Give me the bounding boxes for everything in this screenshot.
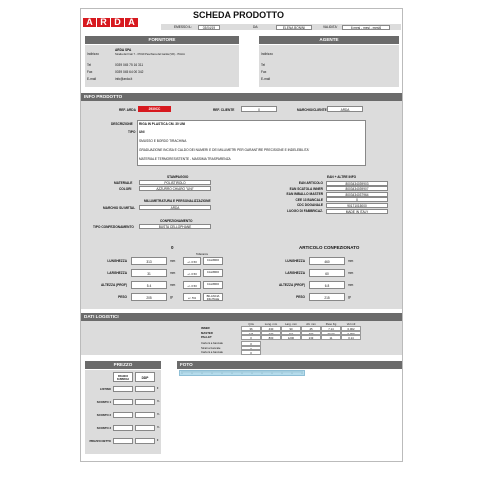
dim-label: LUNGHEZZA xyxy=(285,259,305,263)
logistici-col-header: Lung. mm xyxy=(264,322,278,326)
tipo-conf-field[interactable] xyxy=(139,224,211,229)
emesso-value: 03/04/19 xyxy=(202,25,216,30)
ean-label: EAN IMBALLO MASTER xyxy=(286,192,323,197)
franco-fabbrica-header xyxy=(113,372,133,382)
logistici-cell[interactable]: 90 xyxy=(281,326,301,331)
descrizione-value: RIGA IN PLASTICA CM. 30 UNI xyxy=(139,122,186,126)
emesso-label: EMESSO IL: xyxy=(174,25,193,29)
logo-letter: D xyxy=(111,18,124,27)
ean-value: 8003434039907 xyxy=(345,187,369,192)
ddp-header xyxy=(135,372,155,382)
logistici-cell[interactable]: 11 xyxy=(321,335,341,340)
logistici-col-header: Q.tà xyxy=(248,322,254,326)
logistici-cell[interactable]: 800 xyxy=(261,335,281,340)
validita-value: 6 mesi - mesi - mesi6 xyxy=(350,25,382,30)
prezzo-header xyxy=(85,361,161,369)
fornitore-fax: 0039 045 64 00 342 xyxy=(115,70,144,74)
marchio-value: ARDA xyxy=(340,108,350,112)
validita-field[interactable] xyxy=(342,25,390,30)
ruler-ticks-icon xyxy=(180,371,306,377)
price-label: PREZZO NETTO xyxy=(89,439,111,443)
dim-value: 313 xyxy=(146,260,152,264)
dati-logistici-header xyxy=(81,313,402,321)
dim-value-field[interactable] xyxy=(131,257,167,265)
logistici-cell[interactable]: 133 xyxy=(301,335,321,340)
price-symbol: % xyxy=(157,400,160,403)
materiale-field[interactable] xyxy=(139,180,211,185)
ean-value: 0 xyxy=(356,198,358,203)
ean-field[interactable] xyxy=(326,197,388,202)
price-field-ddp[interactable] xyxy=(135,425,155,431)
dim-value: 205 xyxy=(146,296,152,300)
price-field-ddp[interactable] xyxy=(135,386,155,392)
tipo-conf-value: BUSTA CELLOPHANE xyxy=(158,225,192,229)
dim-tol-field[interactable] xyxy=(183,269,201,277)
marchio-metal-value: ARDA xyxy=(170,206,180,210)
fornitore-tel: 0039 045 75 16 311 xyxy=(115,63,144,67)
fornitore-email-label: E-mail xyxy=(87,77,97,81)
materiale-label: MATERIALE xyxy=(114,181,133,185)
dim-tool: CALIBRO xyxy=(206,281,220,286)
millimetratura-title: MILLIMETRATURA E PERSONALIZZAZIONE xyxy=(144,199,211,203)
logistici-extra-label: Cartoni a bancale xyxy=(201,341,223,345)
logistici-row-label: MASTER xyxy=(201,330,213,335)
fornitore-tel-label: Tel xyxy=(87,63,92,67)
logistici-title: DATI LOGISTICI xyxy=(84,314,119,319)
fornitore-panel xyxy=(85,45,239,87)
da-label: DA: xyxy=(253,25,259,29)
dim-tool-field[interactable] xyxy=(203,257,223,265)
dim-tool: CALIBRO xyxy=(206,257,220,262)
price-label: LISTINO xyxy=(99,387,111,391)
dim-unit: gr xyxy=(170,295,173,299)
info-prodotto-header xyxy=(81,93,402,101)
logistici-col-header: Alt. mm xyxy=(306,322,316,326)
price-field-ff[interactable] xyxy=(113,399,133,405)
logistici-row-label: INNER xyxy=(201,326,210,330)
ean-title: EAN + ALTRE INFO xyxy=(327,175,357,179)
dim-value-field[interactable] xyxy=(309,257,345,265)
dim-value-field[interactable] xyxy=(131,269,167,277)
logo-letter: A xyxy=(83,18,96,27)
logistici-extra-cell[interactable]: 0 xyxy=(241,341,261,346)
dim-tool: BILANCIA DIGITALE xyxy=(206,293,220,301)
dim-value: 60 xyxy=(325,272,329,276)
price-symbol: % xyxy=(157,413,160,416)
dim-value: 215 xyxy=(324,296,330,300)
logistici-cell[interactable]: 430 xyxy=(261,326,281,331)
logistici-col-header: Larg. mm xyxy=(285,322,297,326)
ean-field[interactable] xyxy=(326,203,388,208)
price-field-ff[interactable] xyxy=(113,438,133,444)
feature-line: MATERIALE TERMORESISTENTE - MASSIMA TRASPARENZA xyxy=(139,157,231,161)
foto-header xyxy=(177,361,402,369)
logistici-extra-cell[interactable]: 0 xyxy=(241,346,261,351)
dim-label: ALTEZZA (PROF) xyxy=(278,283,305,287)
da-field[interactable] xyxy=(276,25,312,30)
dim-unit: mm xyxy=(170,259,176,263)
logistici-cell[interactable]: 110 xyxy=(281,331,301,336)
logistici-extra-label: Strati a bancale xyxy=(201,345,221,350)
dim-value: 460 xyxy=(324,260,330,264)
logistici-cell[interactable]: 0.14 xyxy=(341,335,361,340)
dim-tol-field[interactable] xyxy=(183,281,201,289)
dim-unit: mm xyxy=(348,259,354,263)
dim-value-field[interactable] xyxy=(309,281,345,289)
dim-tol: +/- 0.50 xyxy=(187,272,197,276)
ean-label: EAN SCATOLA INNER xyxy=(289,186,323,191)
stampaggio-title: STAMPAGGIO xyxy=(167,175,189,179)
marchio-metal-label: MARCHIO SU METAL xyxy=(103,206,136,210)
logistici-cell[interactable]: 0 xyxy=(241,335,261,340)
logistici-extra-label: Cartoni a bancale xyxy=(201,350,223,354)
logo-letter: R xyxy=(97,18,110,27)
confezionamento-title: CONFEZIONAMENTO xyxy=(160,219,193,223)
agente-fax-label: Fax xyxy=(261,70,267,74)
dim-value-field[interactable] xyxy=(131,281,167,289)
agente-title: AGENTE xyxy=(319,37,339,42)
price-label: SCONTO 2 xyxy=(96,413,111,417)
logistici-extra-cell[interactable]: 0 xyxy=(241,350,261,355)
price-label: SCONTO 3 xyxy=(96,426,111,430)
dim-label: LUNGHEZZA xyxy=(107,259,127,263)
ean-value: MADE IN ITALY xyxy=(345,209,369,214)
dim-value: 5.4 xyxy=(146,284,152,288)
ean-label: CDC DOGANALE xyxy=(296,203,323,208)
prezzo-title: PREZZO xyxy=(113,362,133,367)
dim-label: PESO xyxy=(118,295,127,299)
ean-field[interactable] xyxy=(326,181,388,186)
price-symbol: € xyxy=(157,439,159,442)
tolleranza-label: Tolleranza xyxy=(196,253,208,256)
arda-logo xyxy=(83,12,155,27)
materiale-value: POLISTIROLO xyxy=(164,181,186,185)
fornitore-address: Strada dei Frati 7 - 37019 Peschiera del Garda (VR) - ITALIA xyxy=(115,53,185,56)
price-symbol: € xyxy=(157,387,159,390)
dim-tol: +/- 5% xyxy=(187,296,197,300)
page-title: SCHEDA PRODOTTO xyxy=(193,10,285,20)
franco-fabbrica-label: FRANCO FABBRICA xyxy=(116,375,130,381)
logistici-cell[interactable]: 7.14 xyxy=(321,326,341,331)
price-field-ff[interactable] xyxy=(113,386,133,392)
ref-cliente-label: REF. CLIENTE xyxy=(213,108,235,112)
emesso-field[interactable] xyxy=(198,25,220,30)
dim-unit: gr xyxy=(348,295,351,299)
foto-title: FOTO xyxy=(180,362,193,367)
dim-unit: mm xyxy=(348,283,354,287)
dim-value: 6.8 xyxy=(324,284,330,288)
feature-line: SMUSSO E BORDO TIRACHINA xyxy=(139,139,187,143)
colori-label: COLORI xyxy=(119,187,132,191)
logistici-cell[interactable]: 36 xyxy=(241,326,261,331)
ean-label: CEE 13 BANCALE xyxy=(295,197,323,202)
info-title: INFO PRODOTTO xyxy=(84,94,123,99)
tipo-conf-label: TIPO CONFEZIONAMENTO xyxy=(93,225,134,229)
ref-cliente-field[interactable] xyxy=(241,106,277,112)
dim-tool-field[interactable] xyxy=(203,269,223,277)
logistici-cell[interactable]: 144 xyxy=(241,331,261,336)
ean-value: 90171015000 xyxy=(347,203,367,208)
marchio-label: MARCHIO/CLIENTE xyxy=(297,108,327,112)
logistici-col-header: Vol m3 xyxy=(346,322,356,326)
dim-value-field[interactable] xyxy=(309,293,345,301)
dimensioni-left-title: 0 xyxy=(171,245,174,250)
ruler-photo xyxy=(179,370,305,376)
price-field-ff[interactable] xyxy=(113,412,133,418)
logistici-cell[interactable]: 30.00 xyxy=(321,331,341,336)
fornitore-fax-label: Fax xyxy=(87,70,93,74)
dim-value-field[interactable] xyxy=(131,293,167,301)
dim-tool: CALIBRO xyxy=(206,269,220,274)
descrizione-label: DESCRIZIONE xyxy=(111,122,133,126)
dim-tool-field[interactable] xyxy=(203,281,223,289)
price-field-ddp[interactable] xyxy=(135,412,155,418)
dim-label: PESO xyxy=(296,295,305,299)
product-sheet xyxy=(80,8,403,462)
logistici-cell[interactable]: 0.002 xyxy=(341,326,361,331)
colori-field[interactable] xyxy=(139,186,211,191)
ref-arda-value: 2930CC xyxy=(148,107,161,111)
fornitore-title: FORNITORE xyxy=(148,37,176,42)
dim-label: LARGHEZZA xyxy=(285,271,305,275)
ean-field[interactable] xyxy=(326,186,388,191)
fornitore-name: ARDA SPA xyxy=(115,48,132,52)
dim-tol: +/- 0.50 xyxy=(187,260,197,264)
feature-line: GRADUAZIONE INCISA E CALDO DEI NUMERI E DEI MILLIMETRI PER GARANTIRE PRECISIONE E INDELEBILITA' xyxy=(139,148,310,152)
logistici-cell[interactable]: 0.000 xyxy=(341,331,361,336)
dim-tol: +/- 0.50 xyxy=(187,284,197,288)
marchio-metal-field[interactable] xyxy=(139,205,211,210)
fornitore-email[interactable]: info@arda.it xyxy=(115,77,133,81)
agente-email-label: E-mail xyxy=(261,77,271,81)
logistici-row-label: PALLET xyxy=(201,335,212,339)
ean-value: 8003434037964 xyxy=(345,192,369,197)
ref-arda-label: REF. ARDA xyxy=(119,108,136,112)
ean-label: EAN ARTICOLO xyxy=(298,181,323,185)
ean-field[interactable] xyxy=(326,209,388,214)
logistici-cell[interactable]: 1200 xyxy=(281,335,301,340)
price-field-ddp[interactable] xyxy=(135,399,155,405)
dim-label: LARGHEZZA xyxy=(107,271,127,275)
agente-header xyxy=(259,36,399,44)
marchio-field[interactable] xyxy=(327,106,363,112)
ref-arda-field[interactable] xyxy=(138,106,171,112)
tipo-value: UNI xyxy=(139,130,145,134)
price-label: SCONTO 1 xyxy=(96,400,111,404)
price-field-ff[interactable] xyxy=(113,425,133,431)
dim-value-field[interactable] xyxy=(309,269,345,277)
ref-cliente-value: 0 xyxy=(258,108,260,112)
tipo-label: TIPO xyxy=(128,130,136,134)
ean-field[interactable] xyxy=(326,192,388,197)
dimensioni-right-title: ARTICOLO CONFEZIONATO xyxy=(299,245,360,250)
da-value: ELENA BONINI xyxy=(282,25,306,30)
dim-tol-field[interactable] xyxy=(183,257,201,265)
dim-unit: mm xyxy=(348,271,354,275)
colori-value: AZZURRO CHIARO "UNI" xyxy=(156,187,194,191)
agente-panel xyxy=(259,45,399,87)
logistici-cell[interactable]: 45 xyxy=(301,326,321,331)
dim-value: 31 xyxy=(147,272,151,276)
fornitore-header xyxy=(85,36,239,44)
agente-tel-label: Tel xyxy=(261,63,266,67)
ddp-label: DDP xyxy=(141,376,149,380)
price-field-ddp[interactable] xyxy=(135,438,155,444)
price-symbol: % xyxy=(157,426,160,429)
dim-tol-field[interactable] xyxy=(183,293,201,301)
ean-label: LUOGO DI FABBRICAZ. xyxy=(287,209,323,213)
fornitore-indirizzo-label: Indirizzo xyxy=(87,52,99,56)
logistici-col-header: Peso Kg xyxy=(325,322,337,326)
agente-indirizzo-label: Indirizzo xyxy=(261,52,273,56)
dim-unit: mm xyxy=(170,271,176,275)
dim-unit: mm xyxy=(170,283,176,287)
dim-label: ALTEZZA (PROF) xyxy=(100,283,127,287)
ean-value: 8003434039903 xyxy=(345,181,369,186)
dim-tool-field[interactable] xyxy=(203,293,223,301)
dimensioni-panel xyxy=(81,243,402,309)
logistici-cell[interactable]: 400 xyxy=(301,331,321,336)
validita-label: VALIDITA' xyxy=(323,25,338,29)
logistici-cell[interactable]: 230 xyxy=(261,331,281,336)
logo-letter: A xyxy=(125,18,138,27)
